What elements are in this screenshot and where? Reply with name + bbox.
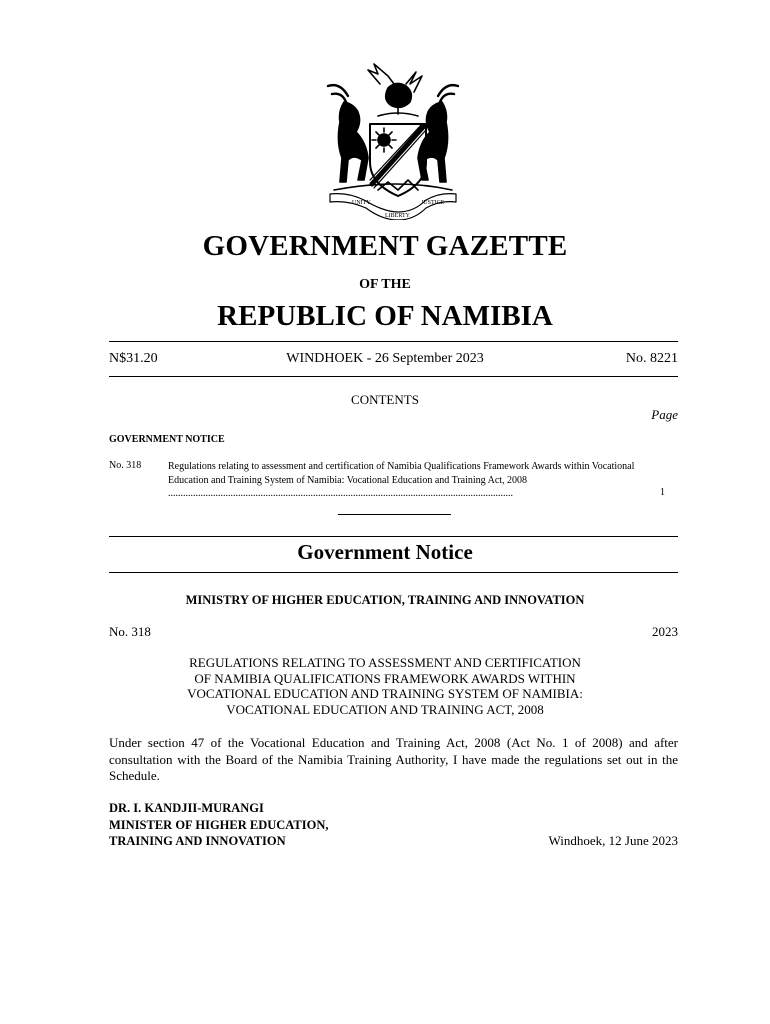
scroll-justice: JUSTICE xyxy=(421,200,445,206)
signatory-name: DR. I. KANDJII-MURANGI xyxy=(109,801,264,815)
contents-heading: CONTENTS xyxy=(351,392,419,407)
signature-block xyxy=(109,800,328,850)
signed-place-date: Windhoek, 12 June 2023 xyxy=(548,833,678,848)
signatory-title-line2: TRAINING AND INNOVATION xyxy=(109,834,286,848)
header-rule-top xyxy=(109,341,678,342)
contents-end-rule xyxy=(338,514,451,515)
regulations-title-line: REGULATIONS RELATING TO ASSESSMENT AND CERTIFICATION xyxy=(189,655,581,670)
regulations-title xyxy=(0,655,770,717)
notice-body: Under section 47 of the Vocational Education and Training Act, 2008 (Act No. 1 of 2008) and after consultation with the Board of the Namibia Training Authority, I have made the regulations set out in the Schedule. xyxy=(109,735,678,783)
contents-entry-text xyxy=(168,460,640,501)
of-the-label: OF THE xyxy=(359,277,411,292)
notice-number: No. 318 xyxy=(109,624,151,639)
contents-entry-number: No. 318 xyxy=(109,460,142,471)
header-rule-bottom xyxy=(109,376,678,377)
notice-rule-top xyxy=(109,536,678,537)
gazette-place-date: WINDHOEK - 26 September 2023 xyxy=(286,351,484,366)
contents-section-heading: GOVERNMENT NOTICE xyxy=(109,434,225,445)
notice-year: 2023 xyxy=(652,624,678,639)
coat-of-arms-emblem xyxy=(318,62,468,220)
regulations-title-line: VOCATIONAL EDUCATION AND TRAINING SYSTEM OF NAMIBIA: xyxy=(187,686,583,701)
contents-entry-title: Regulations relating to assessment and certification of Namibia Qualifications Framework Awards within Vocational Education and Training System of Namibia: Vocational Education and Training Act, 2008 xyxy=(168,461,635,486)
gazette-price: N$31.20 xyxy=(109,351,158,366)
regulations-title-line: OF NAMIBIA QUALIFICATIONS FRAMEWORK AWARDS WITHIN xyxy=(194,670,576,686)
gazette-number: No. 8221 xyxy=(625,351,678,366)
notice-rule-bottom xyxy=(109,572,678,573)
ministry-heading: MINISTRY OF HIGHER EDUCATION, TRAINING AND INNOVATION xyxy=(185,593,585,607)
scroll-liberty: LIBERTY xyxy=(385,213,410,219)
regulations-title-line: VOCATIONAL EDUCATION AND TRAINING ACT, 2008 xyxy=(226,701,544,717)
government-notice-heading: Government Notice xyxy=(297,540,473,564)
page-label: Page xyxy=(651,407,678,422)
republic-title: REPUBLIC OF NAMIBIA xyxy=(217,300,553,332)
scroll-unity: UNITY xyxy=(352,200,371,206)
signatory-title-line1: MINISTER OF HIGHER EDUCATION, xyxy=(109,817,329,832)
contents-entry-page: 1 xyxy=(660,487,665,498)
gazette-title: GOVERNMENT GAZETTE xyxy=(202,230,568,262)
contents-entry-leader: .......................................................................................................................................... xyxy=(168,488,513,499)
